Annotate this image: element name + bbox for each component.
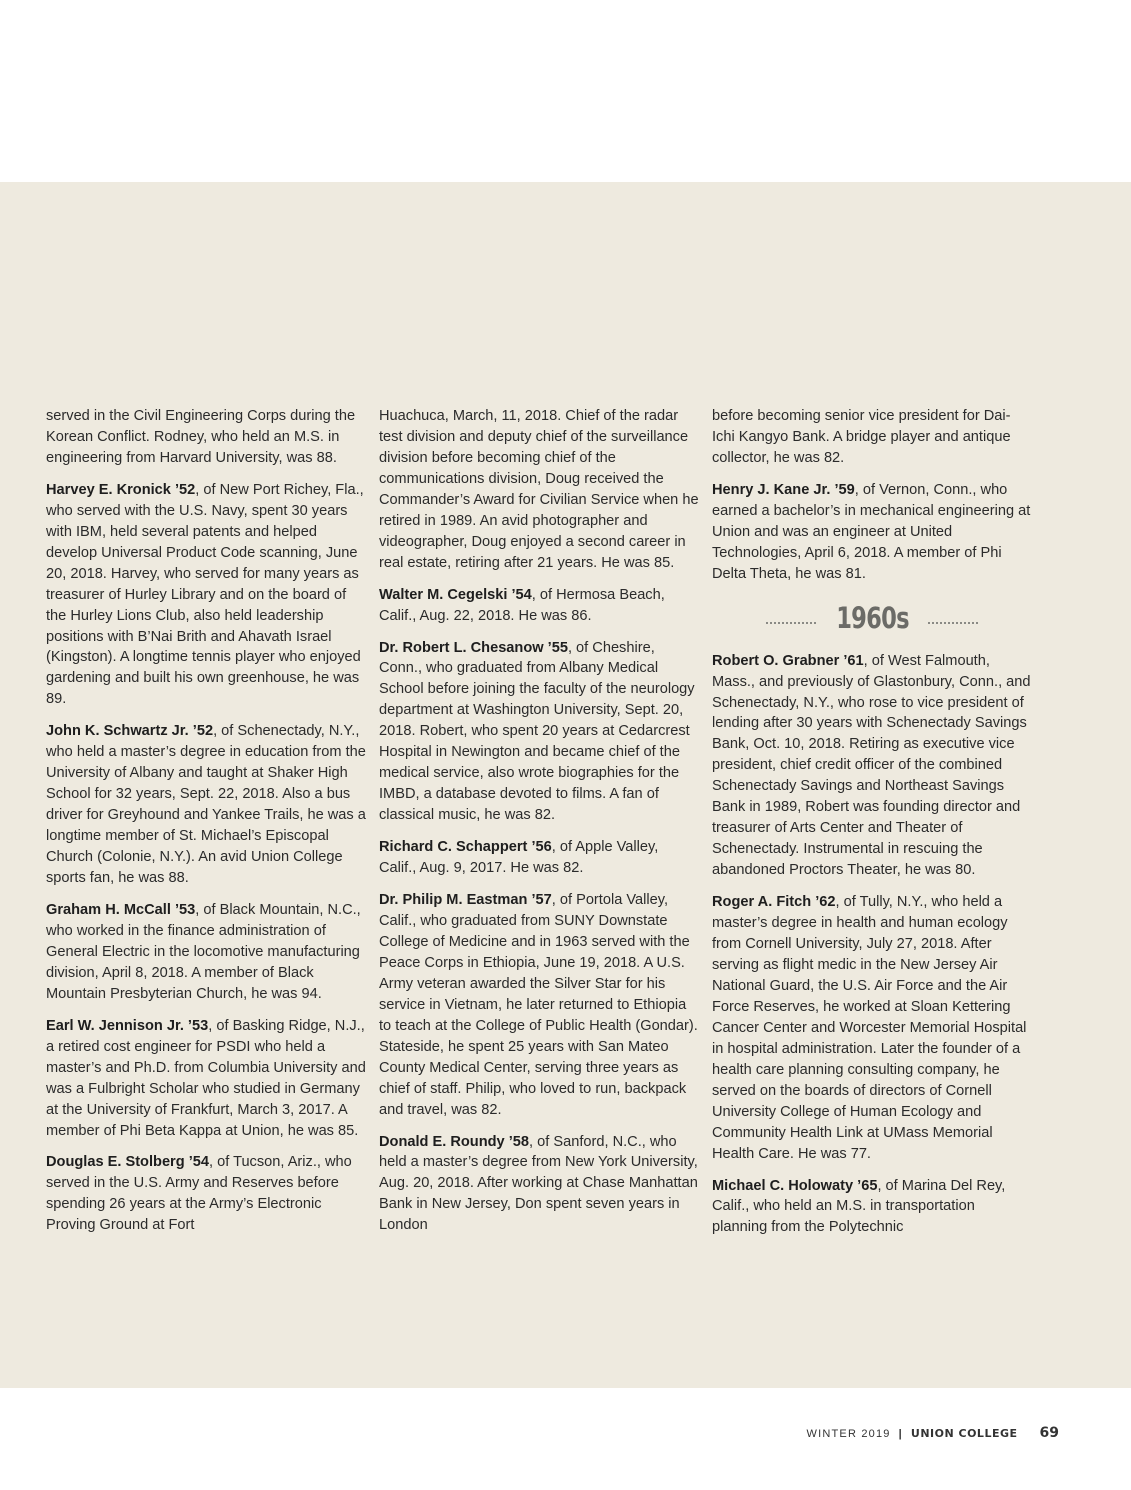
page-number: 69 xyxy=(1039,1425,1059,1441)
entry-name: Graham H. McCall ’53 xyxy=(46,901,196,918)
dotted-rule-right xyxy=(928,622,978,624)
entry-text: , of New Port Richey, Fla., who served with the U.S. Navy, spent 30 years with IBM, held several patents and helped develop Universal Product Code scanning, June 20, 2018. Harvey, who served for many years as treasurer of Hurley Library and on the board of the Hurley Lions Club, also held leadership positions with B’Nai Brith and Ahavath Israel (Kingston). A longtime tennis player who enjoyed gardening and built his own greenhouse, he was 89. xyxy=(46,481,364,708)
entry-name: Douglas E. Stolberg ’54 xyxy=(46,1154,209,1171)
entry-text: , of Black Mountain, N.C., who worked in the finance administration of General Electric in the locomotive manufacturing division, April 8, 2018. A member of Black Mountain Presbyterian Church, he was 94. xyxy=(46,901,361,1002)
column-2 xyxy=(379,406,699,1247)
entry-text: , of Apple Valley, Calif., Aug. 9, 2017. He was 82. xyxy=(379,839,659,877)
obituary-entry xyxy=(712,892,1032,1164)
obituary-entry xyxy=(46,480,366,710)
publication-name: UNION COLLEGE xyxy=(910,1427,1018,1440)
continued-text: served in the Civil Engineering Corps during the Korean Conflict. Rodney, who held an M.S. in engineering from Harvard University, was 88. xyxy=(46,408,356,466)
entry-text: , of Portola Valley, Calif., who graduated from SUNY Downstate College of Medicine and in 1963 served with the Peace Corps in Ethiopia, June 19, 2018. A U.S. Army veteran awarded the Silver Star for his service in Vietnam, he later returned to Ethiopia to teach at the College of Public Health (Gondar). Stateside, he spent 25 years with San Mateo County Medical Center, serving three years as chief of staff. Philip, who loved to run, backpack and travel, was 82. xyxy=(379,892,698,1118)
column-1 xyxy=(46,406,366,1247)
column-3 xyxy=(712,406,1032,1249)
obituary-entry xyxy=(379,638,699,827)
continued-text: before becoming senior vice president for Dai-Ichi Kangyo Bank. A bridge player and antique collector, he was 82. xyxy=(712,408,1011,466)
entry-name: Henry J. Kane Jr. ’59 xyxy=(712,481,855,498)
entry-name: Dr. Philip M. Eastman ’57 xyxy=(379,892,552,909)
entry-name: Dr. Robert L. Chesanow ’55 xyxy=(379,639,568,656)
entry-name: Earl W. Jennison Jr. ’53 xyxy=(46,1017,209,1034)
obituary-entry xyxy=(712,480,1032,585)
obituary-entry xyxy=(379,890,699,1120)
entry-text: , of Hermosa Beach, Calif., Aug. 22, 2018. He was 86. xyxy=(379,586,665,624)
obituary-entry xyxy=(712,1176,1032,1239)
entry-name: Roger A. Fitch ’62 xyxy=(712,894,836,911)
entry-name: Walter M. Cegelski ’54 xyxy=(379,586,532,603)
obituary-entry xyxy=(46,900,366,1005)
decade-label: 1960s xyxy=(835,601,909,636)
entry-name: Robert O. Grabner ’61 xyxy=(712,652,864,669)
entry-name: Richard C. Schappert ’56 xyxy=(379,839,552,856)
obituary-entry xyxy=(46,1152,366,1236)
dotted-rule-left xyxy=(766,622,816,624)
footer-separator: | xyxy=(898,1428,903,1440)
entry-name: John K. Schwartz Jr. ’52 xyxy=(46,723,214,740)
entry-text: , of Marina Del Rey, Calif., who held an M.S. in transportation planning from the Polytechnic xyxy=(712,1177,1006,1236)
entry-name: Michael C. Holowaty ’65 xyxy=(712,1177,878,1194)
obituary-entry xyxy=(379,585,699,627)
issue-label: WINTER 2019 xyxy=(806,1428,891,1440)
entry-text: , of Vernon, Conn., who earned a bachelor’s in mechanical engineering at Union and was an engineer at United Technologies, April 6, 2018. A member of Phi Delta Theta, he was 81. xyxy=(712,481,1031,582)
obituary-entry xyxy=(379,1132,699,1237)
entry-text: , of Sanford, N.C., who held a master’s degree from New York University, Aug. 20, 2018. After working at Chase Manhattan Bank in New Jersey, Don spent seven years in London xyxy=(379,1133,698,1234)
entry-text: , of Tucson, Ariz., who served in the U.S. Army and Reserves before spending 26 years at the Army’s Electronic Proving Ground at Fort xyxy=(46,1154,352,1234)
obituary-entry xyxy=(379,837,699,879)
entry-name: Donald E. Roundy ’58 xyxy=(379,1133,530,1150)
entry-text: , of Cheshire, Conn., who graduated from Albany Medical School before joining the faculty of the neurology department at Washington University, Sept. 20, 2018. Robert, who spent 20 years at Cedarcrest Hospital in Newington and became chief of the medical service, also wrote biographies for the IMBD, a database devoted to films. A fan of classical music, he was 82. xyxy=(379,639,695,824)
continued-text: Huachuca, March, 11, 2018. Chief of the radar test division and deputy chief of the surveillance division before becoming chief of the communications division, Doug received the Commander’s Award for Civilian Service when he retired in 1989. An avid photographer and videographer, Doug enjoyed a second career in real estate, retiring after 21 years. He was 85. xyxy=(379,408,699,571)
entry-text: , of Tully, N.Y., who held a master’s degree in health and human ecology from Cornell University, July 27, 2018. After serving as flight medic in the New Jersey Air National Guard, the U.S. Air Force and the Air Force Reserves, he worked at Sloan Kettering Cancer Center and Worcester Memorial Hospital in hospital administration. Later the founder of a health care planning consulting company, he served on the boards of directors of Cornell University College of Human Ecology and Community Health Link at UMass Memorial Health Care. He was 77. xyxy=(712,894,1027,1162)
decade-heading xyxy=(712,599,1032,639)
obituary-entry xyxy=(712,651,1032,881)
obituary-entry xyxy=(46,721,366,889)
entry-name: Harvey E. Kronick ’52 xyxy=(46,481,196,498)
entry-text: , of West Falmouth, Mass., and previously of Glastonbury, Conn., and Schenectady, N.Y., who rose to vice president of lending after 30 years with Schenectady Savings Bank, Oct. 10, 2018. Retiring as executive vice president, chief credit officer of the combined Schenectady Savings and Northeast Savings Bank in 1989, Robert was founding director and treasurer of Arts Center and Theater of Schenectady. Instrumental in rescuing the abandoned Proctors Theater, he was 80. xyxy=(712,652,1031,879)
page-footer xyxy=(807,1425,1060,1441)
obituary-entry xyxy=(46,1016,366,1142)
entry-text: , of Basking Ridge, N.J., a retired cost engineer for PSDI who held a master’s and Ph.D. from Columbia University and was a Fulbright Scholar who studied in Germany at the University of Frankfurt, March 3, 2017. A member of Phi Beta Kappa at Union, he was 85. xyxy=(46,1017,366,1139)
entry-text: , of Schenectady, N.Y., who held a master’s degree in education from the University of Albany and taught at Shaker High School for 32 years, Sept. 22, 2018. Also a bus driver for Greyhound and Yankee Trails, he was a longtime member of St. Michael’s Episcopal Church (Colonie, N.Y.). An avid Union College sports fan, he was 88. xyxy=(46,723,366,887)
